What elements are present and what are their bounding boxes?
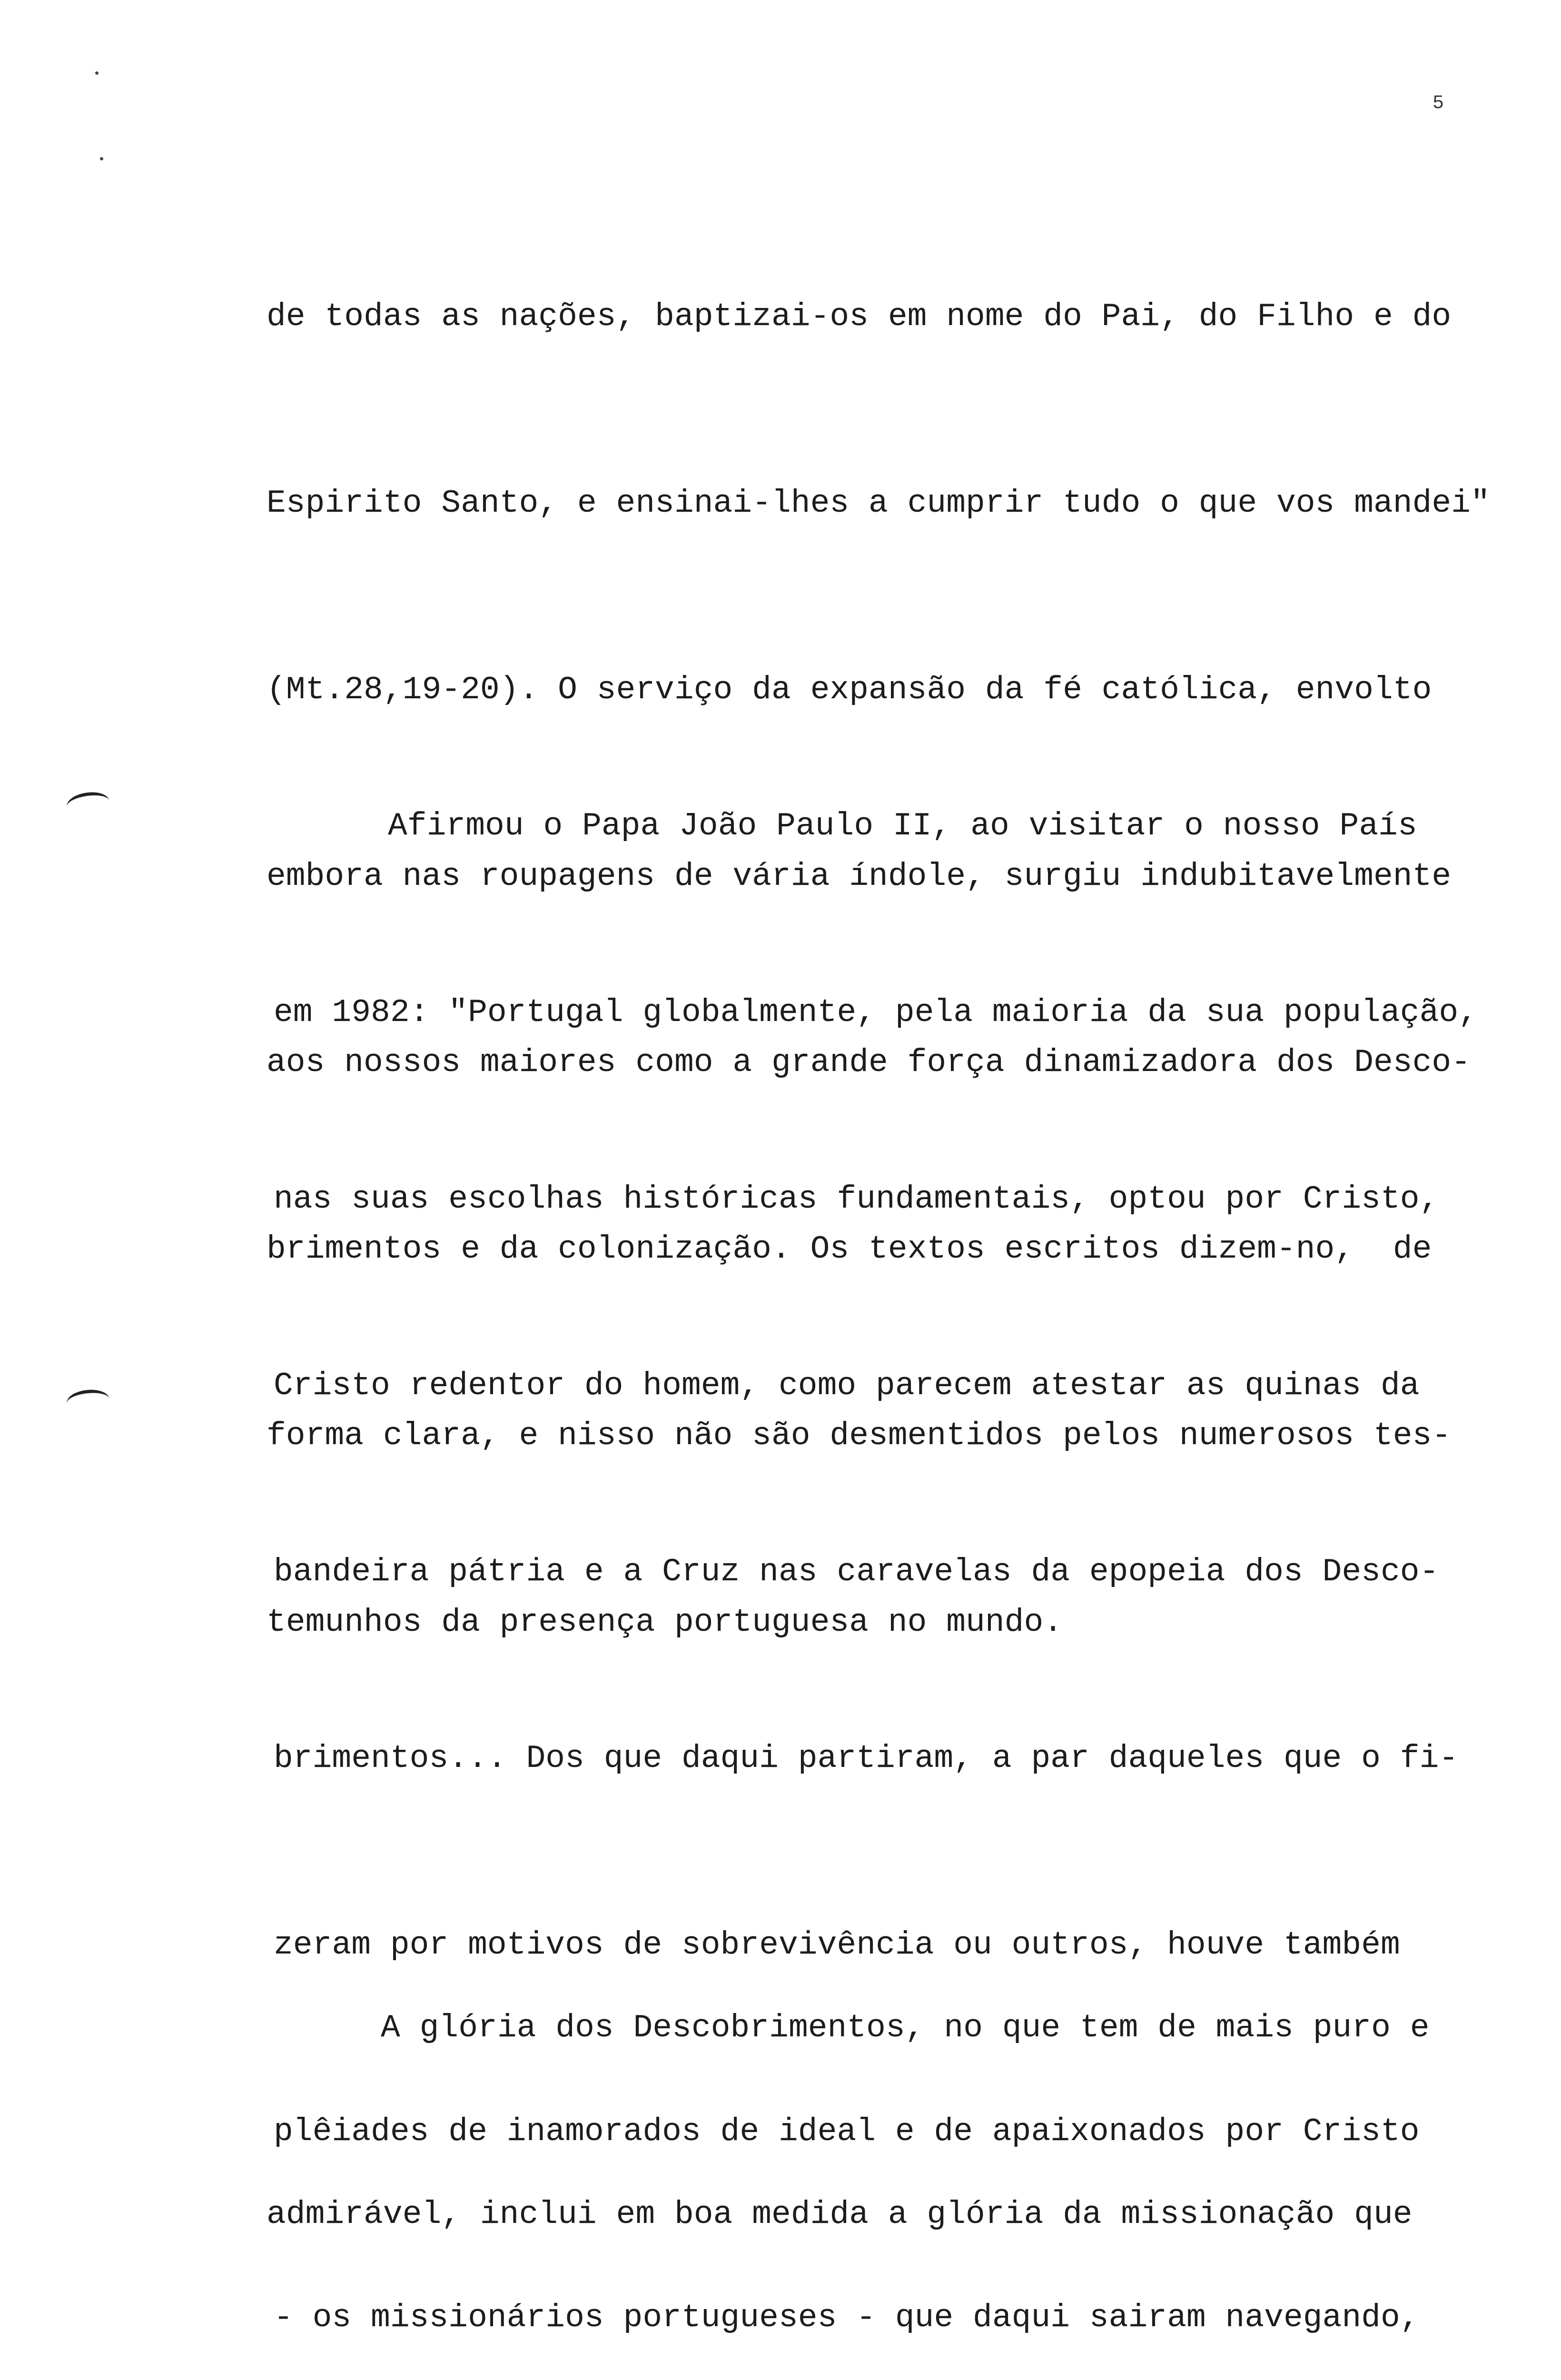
scan-dot-top bbox=[95, 71, 99, 75]
text-line: brimentos... Dos que daqui partiram, a par daqueles que o fi- bbox=[274, 1740, 1459, 1777]
text-line: forma clara, e nisso não são desmentidos pelos numerosos tes- bbox=[267, 1417, 1452, 1454]
text-line: bandeira pátria e a Cruz nas caravelas da epopeia dos Desco- bbox=[274, 1554, 1439, 1591]
page-number: 5 bbox=[1433, 93, 1444, 114]
text-line: Cristo redentor do homem, como parecem atestar as quinas da bbox=[274, 1367, 1420, 1404]
text-line: admirável, inclui em boa medida a glória da missionação que bbox=[267, 2196, 1413, 2233]
punch-hole-mark-lower bbox=[66, 1388, 110, 1414]
text-line: de todas as nações, baptizai-os em nome do Pai, do Filho e do bbox=[267, 298, 1452, 336]
text-line-indented: Afirmou o Papa João Paulo II, ao visitar o nosso País bbox=[388, 808, 1417, 845]
text-line: plêiades de inamorados de ideal e de apaixonados por Cristo bbox=[274, 2113, 1420, 2150]
text-line: nas suas escolhas históricas fundamentais, optou por Cristo, bbox=[274, 1180, 1439, 1218]
text-line: - os missionários portugueses - que daqui sairam navegando, bbox=[274, 2300, 1420, 2337]
text-line-indented: A glória dos Descobrimentos, no que tem de mais puro e bbox=[381, 2010, 1430, 2047]
text-line: em 1982: "Portugal globalmente, pela maioria da sua população, bbox=[274, 994, 1478, 1031]
scan-dot-upper bbox=[100, 157, 103, 160]
text-line: temunhos da presença portuguesa no mundo. bbox=[267, 1604, 1063, 1641]
punch-hole-mark-upper bbox=[65, 790, 111, 818]
text-line: aos nossos maiores como a grande força dinamizadora dos Desco- bbox=[267, 1044, 1471, 1081]
text-line: (Mt.28,19-20). O serviço da expansão da fé católica, envolto bbox=[267, 671, 1432, 708]
text-line bbox=[267, 2370, 1504, 2380]
text-line: brimentos e da colonização. Os textos escritos dizem-no, de bbox=[267, 1231, 1432, 1268]
paragraph-3 bbox=[267, 1873, 1504, 2380]
text-line: Espirito Santo, e ensinai-lhes a cumprir tudo o que vos mandei" bbox=[267, 485, 1490, 522]
text-line: zeram por motivos de sobrevivência ou outros, houve também bbox=[274, 1926, 1400, 1964]
text-line: embora nas roupagens de vária índole, surgiu indubitavelmente bbox=[267, 858, 1452, 895]
